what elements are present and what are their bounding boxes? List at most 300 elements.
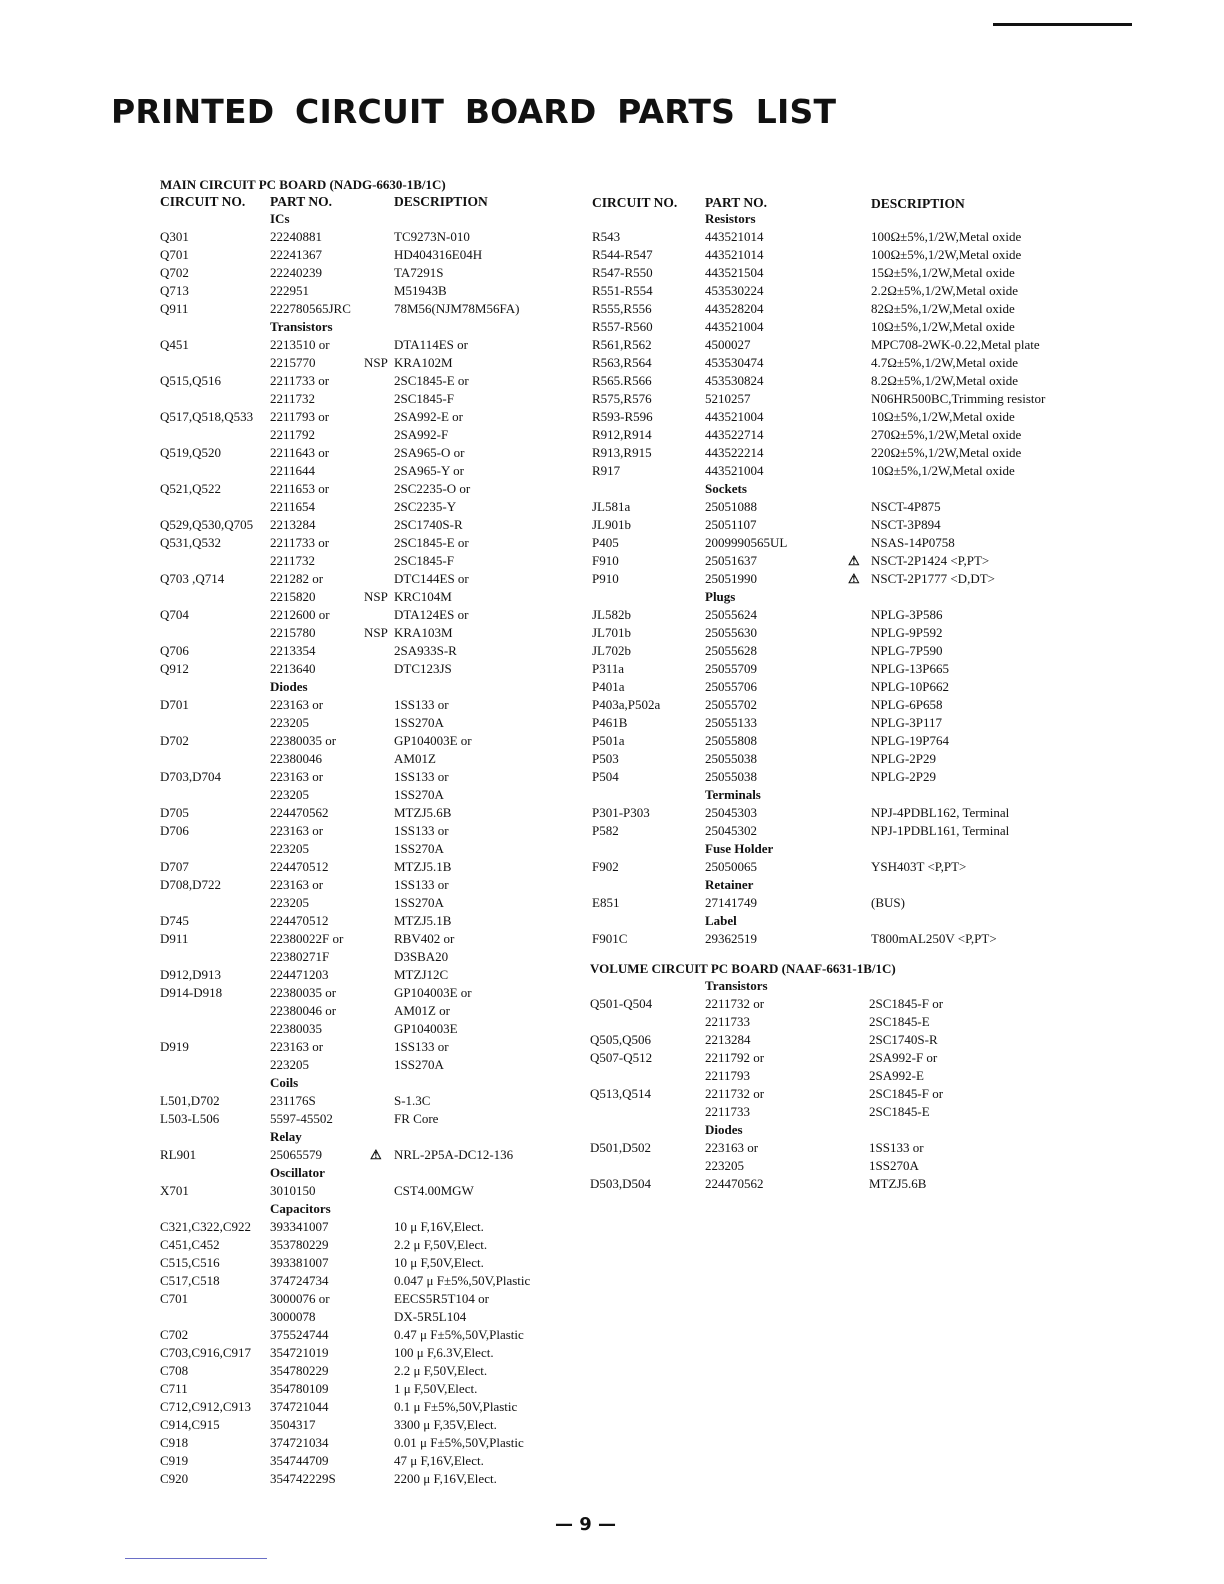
circuit-no: Q451 <box>160 337 189 352</box>
description: 2SA992-F or <box>869 1050 938 1065</box>
part-row <box>592 282 1072 300</box>
part-no: 222780565JRC <box>270 301 351 316</box>
left-header-description: DESCRIPTION <box>394 194 488 209</box>
part-row <box>160 750 580 768</box>
circuit-no: RL901 <box>160 1147 197 1162</box>
part-no: 22380022F or <box>270 931 344 946</box>
part-row <box>592 696 1072 714</box>
part-no: 223163 or <box>270 769 324 784</box>
part-row <box>160 462 580 480</box>
description: 1SS133 or <box>869 1140 924 1155</box>
part-row <box>160 1434 580 1452</box>
part-row <box>160 1038 580 1056</box>
part-no: 2215820 <box>270 589 316 604</box>
part-row <box>160 840 580 858</box>
group-heading: Transistors <box>270 319 333 334</box>
part-no: 25055630 <box>705 625 757 640</box>
circuit-no: C703,C916,C917 <box>160 1345 252 1360</box>
circuit-no: L503-L506 <box>160 1111 220 1126</box>
group-heading: Coils <box>270 1075 299 1090</box>
part-row <box>160 1182 580 1200</box>
part-no: 223205 <box>270 715 309 730</box>
part-row <box>160 408 580 426</box>
description: NPLG-6P658 <box>871 697 943 712</box>
circuit-no: JL581a <box>592 499 631 514</box>
group-heading: Retainer <box>705 877 754 892</box>
part-no: 5597-45502 <box>270 1111 333 1126</box>
part-row <box>592 336 1072 354</box>
part-row <box>160 498 580 516</box>
description: NPLG-2P29 <box>871 769 937 784</box>
group-heading: Capacitors <box>270 1201 331 1216</box>
circuit-no: C515,C516 <box>160 1255 220 1270</box>
description: 1SS270A <box>869 1158 919 1173</box>
nsp-mark: NSP <box>364 625 388 640</box>
part-no: 25051088 <box>705 499 757 514</box>
circuit-no: Q521,Q522 <box>160 481 222 496</box>
part-no: 443522214 <box>705 445 764 460</box>
circuit-no: C920 <box>160 1471 189 1486</box>
description: GP104003E <box>394 1021 458 1036</box>
circuit-no: P405 <box>592 535 619 550</box>
description: T800mAL250V <P,PT> <box>871 931 997 946</box>
part-no: 25055702 <box>705 697 757 712</box>
part-row <box>160 372 580 390</box>
part-no: 393341007 <box>270 1219 329 1234</box>
part-row <box>160 966 580 984</box>
part-no: 2213284 <box>270 517 316 532</box>
part-row <box>160 876 580 894</box>
part-no: 22241367 <box>270 247 322 262</box>
circuit-no: P504 <box>592 769 619 784</box>
part-row <box>592 246 1072 264</box>
page-number: — 9 — <box>555 1514 617 1535</box>
part-no: 2211792 <box>270 427 316 442</box>
description: TC9273N-010 <box>394 229 470 244</box>
circuit-no: Q505,Q506 <box>590 1032 652 1047</box>
description: KRA103M <box>394 625 453 640</box>
circuit-no: D912,D913 <box>160 967 222 982</box>
part-no: 3504317 <box>270 1417 316 1432</box>
description: GP104003E or <box>394 985 472 1000</box>
part-row <box>160 1056 580 1074</box>
description: 270Ω±5%,1/2W,Metal oxide <box>871 427 1022 442</box>
description: MTZJ5.6B <box>394 805 452 820</box>
part-no: 443521014 <box>705 247 764 262</box>
part-no: 2213640 <box>270 661 316 676</box>
description: DTC144ES or <box>394 571 469 586</box>
part-no: 2211793 <box>705 1068 751 1083</box>
part-no: 2009990565UL <box>705 535 788 550</box>
group-heading: Label <box>705 913 737 928</box>
part-row <box>160 354 580 372</box>
part-no: 2211654 <box>270 499 316 514</box>
description: 2SC2235-Y <box>394 499 457 514</box>
description: 2SC1845-E <box>869 1104 930 1119</box>
group-heading: Diodes <box>270 679 308 694</box>
part-row <box>590 1031 1070 1049</box>
description: 1SS133 or <box>394 823 449 838</box>
part-no: 224470562 <box>270 805 329 820</box>
part-no: 2211733 or <box>270 535 330 550</box>
circuit-no: R544-R547 <box>592 247 653 262</box>
circuit-no: D703,D704 <box>160 769 222 784</box>
description: 220Ω±5%,1/2W,Metal oxide <box>871 445 1022 460</box>
description: MPC708-2WK-0.22,Metal plate <box>871 337 1040 352</box>
description: NPLG-13P665 <box>871 661 950 676</box>
circuit-no: P910 <box>592 571 619 586</box>
page-title: PRINTED CIRCUIT BOARD PARTS LIST <box>111 92 837 131</box>
circuit-no: C321,C322,C922 <box>160 1219 252 1234</box>
circuit-no: C517,C518 <box>160 1273 220 1288</box>
description: DTC123JS <box>394 661 452 676</box>
description: FR Core <box>394 1111 439 1126</box>
part-row <box>160 1308 580 1326</box>
part-no: 2211732 <box>270 553 316 568</box>
part-no: 223205 <box>270 841 309 856</box>
description: (BUS) <box>871 895 905 910</box>
part-row <box>160 516 580 534</box>
group-heading: Resistors <box>705 211 756 226</box>
right-header-circuit: CIRCUIT NO. <box>592 195 678 210</box>
part-no: 231176S <box>270 1093 316 1108</box>
description: 10Ω±5%,1/2W,Metal oxide <box>871 409 1015 424</box>
part-no: 354721019 <box>270 1345 329 1360</box>
circuit-no: D701 <box>160 697 189 712</box>
circuit-no: D501,D502 <box>590 1140 652 1155</box>
part-no: 453530474 <box>705 355 764 370</box>
circuit-no: C701 <box>160 1291 189 1306</box>
part-no: 443521004 <box>705 409 764 424</box>
description: NSCT-4P875 <box>871 499 941 514</box>
part-row <box>590 1013 1070 1031</box>
circuit-no: R565.R566 <box>592 373 652 388</box>
part-no: 3010150 <box>270 1183 316 1198</box>
part-no: 353780229 <box>270 1237 329 1252</box>
part-row <box>160 948 580 966</box>
description: 10Ω±5%,1/2W,Metal oxide <box>871 463 1015 478</box>
part-no: 29362519 <box>705 931 757 946</box>
circuit-no: D708,D722 <box>160 877 222 892</box>
part-row <box>590 1103 1070 1121</box>
description: AM01Z <box>394 751 436 766</box>
circuit-no: P401a <box>592 679 625 694</box>
part-row <box>160 984 580 1002</box>
circuit-no: P503 <box>592 751 619 766</box>
description: AM01Z or <box>394 1003 450 1018</box>
part-row <box>592 642 1072 660</box>
description: 1SS270A <box>394 787 444 802</box>
part-no: 223163 or <box>270 823 324 838</box>
group-heading: Relay <box>270 1129 302 1144</box>
circuit-no: R547-R550 <box>592 265 653 280</box>
circuit-no: D702 <box>160 733 189 748</box>
part-no: 224470512 <box>270 913 329 928</box>
circuit-no: Q507-Q512 <box>590 1050 653 1065</box>
part-row <box>160 246 580 264</box>
part-row <box>160 822 580 840</box>
group-heading-row <box>590 1121 1070 1139</box>
part-no: 22380035 <box>270 1021 322 1036</box>
description: 1SS270A <box>394 841 444 856</box>
part-no: 25051990 <box>705 571 757 586</box>
circuit-no: Q713 <box>160 283 189 298</box>
part-row <box>160 894 580 912</box>
part-row <box>592 372 1072 390</box>
part-no: 25055706 <box>705 679 757 694</box>
part-row <box>592 516 1072 534</box>
description: N06HR500BC,Trimming resistor <box>871 391 1046 406</box>
description: DTA124ES or <box>394 607 469 622</box>
circuit-no: R563,R564 <box>592 355 652 370</box>
part-no: 25050065 <box>705 859 757 874</box>
part-row <box>160 1380 580 1398</box>
part-no: 443528204 <box>705 301 764 316</box>
part-row <box>160 930 580 948</box>
part-no: 223163 or <box>270 877 324 892</box>
part-row <box>160 1146 580 1164</box>
description: EECS5R5T104 or <box>394 1291 489 1306</box>
part-no: 22380035 or <box>270 985 337 1000</box>
circuit-no: P403a,P502a <box>592 697 661 712</box>
part-no: 354780229 <box>270 1363 329 1378</box>
circuit-no: D705 <box>160 805 189 820</box>
circuit-no: D914-D918 <box>160 985 223 1000</box>
description: 2SC1740S-R <box>394 517 463 532</box>
part-no: 453530224 <box>705 283 764 298</box>
part-row <box>160 1290 580 1308</box>
part-row <box>592 552 1072 570</box>
part-row <box>160 534 580 552</box>
part-no: 2211792 or <box>705 1050 765 1065</box>
part-no: 22380046 or <box>270 1003 337 1018</box>
description: 1SS270A <box>394 715 444 730</box>
description: 1SS270A <box>394 1057 444 1072</box>
part-no: 3000076 or <box>270 1291 330 1306</box>
circuit-no: C451,C452 <box>160 1237 220 1252</box>
group-heading-row <box>160 1128 580 1146</box>
part-row <box>160 1020 580 1038</box>
part-no: 4500027 <box>705 337 751 352</box>
part-no: 224471203 <box>270 967 329 982</box>
part-row <box>160 426 580 444</box>
safety-warning-icon: ⚠ <box>370 1147 382 1162</box>
group-heading-row <box>592 912 1072 930</box>
part-row <box>592 714 1072 732</box>
right-header-part: PART NO. <box>705 195 768 210</box>
description: S-1.3C <box>394 1093 431 1108</box>
description: 0.01 μ F±5%,50V,Plastic <box>394 1435 524 1450</box>
part-no: 374724734 <box>270 1273 329 1288</box>
description: TA7291S <box>394 265 444 280</box>
description: 1SS133 or <box>394 1039 449 1054</box>
description: DX-5R5L104 <box>394 1309 467 1324</box>
part-no: 2215770 <box>270 355 316 370</box>
description: 2.2 μ F,50V,Elect. <box>394 1363 488 1378</box>
description: NPJ-1PDBL161, Terminal <box>871 823 1010 838</box>
part-row <box>592 498 1072 516</box>
part-no: 25055038 <box>705 751 757 766</box>
group-heading-row <box>590 977 1070 995</box>
part-row <box>160 1092 580 1110</box>
circuit-no: C702 <box>160 1327 189 1342</box>
group-heading: Transistors <box>705 978 768 993</box>
description: YSH403T <P,PT> <box>871 859 967 874</box>
part-no: 25051637 <box>705 553 757 568</box>
description: 0.1 μ F±5%,50V,Plastic <box>394 1399 518 1414</box>
part-no: 222951 <box>270 283 309 298</box>
description: 2SC1845-E or <box>394 373 469 388</box>
part-row <box>160 480 580 498</box>
volume-board-list <box>590 977 1070 1193</box>
part-row <box>592 228 1072 246</box>
description: 1 μ F,50V,Elect. <box>394 1381 478 1396</box>
part-row <box>160 732 580 750</box>
circuit-no: Q301 <box>160 229 189 244</box>
circuit-no: Q702 <box>160 265 189 280</box>
part-no: 223163 or <box>270 1039 324 1054</box>
description: CST4.00MGW <box>394 1183 474 1198</box>
description: NPLG-7P590 <box>871 643 943 658</box>
group-heading-row <box>592 876 1072 894</box>
description: 1SS133 or <box>394 877 449 892</box>
circuit-no: F910 <box>592 553 619 568</box>
part-no: 27141749 <box>705 895 757 910</box>
description: 2SC1845-E <box>869 1014 930 1029</box>
description: 2SA933S-R <box>394 643 457 658</box>
circuit-no: JL582b <box>592 607 631 622</box>
description: 10Ω±5%,1/2W,Metal oxide <box>871 319 1015 334</box>
part-row <box>160 1470 580 1488</box>
part-no: 223163 or <box>270 697 324 712</box>
group-heading: Sockets <box>705 481 747 496</box>
description: 3300 μ F,35V,Elect. <box>394 1417 497 1432</box>
part-row <box>590 1049 1070 1067</box>
group-heading-row <box>592 210 1072 228</box>
circuit-no: JL701b <box>592 625 631 640</box>
left-header-circuit: CIRCUIT NO. <box>160 194 246 209</box>
circuit-no: Q519,Q520 <box>160 445 222 460</box>
part-no: 453530824 <box>705 373 764 388</box>
circuit-no: JL901b <box>592 517 631 532</box>
part-row <box>592 426 1072 444</box>
part-row <box>160 696 580 714</box>
group-heading-row <box>160 210 580 228</box>
circuit-no: Q704 <box>160 607 189 622</box>
part-row <box>160 660 580 678</box>
circuit-no: D707 <box>160 859 189 874</box>
part-row <box>160 1110 580 1128</box>
part-no: 22240881 <box>270 229 322 244</box>
part-row <box>160 786 580 804</box>
part-no: 2212600 or <box>270 607 330 622</box>
main-board-heading: MAIN CIRCUIT PC BOARD (NADG-6630-1B/1C) <box>160 177 446 192</box>
circuit-no: D706 <box>160 823 189 838</box>
part-row <box>160 1002 580 1020</box>
part-no: 223205 <box>270 1057 309 1072</box>
part-row <box>592 534 1072 552</box>
part-row <box>160 642 580 660</box>
description: NPJ-4PDBL162, Terminal <box>871 805 1010 820</box>
description: GP104003E or <box>394 733 472 748</box>
part-row <box>592 858 1072 876</box>
part-row <box>160 300 580 318</box>
part-row <box>160 1398 580 1416</box>
part-row <box>592 606 1072 624</box>
description: 1SS133 or <box>394 769 449 784</box>
circuit-no: Q911 <box>160 301 189 316</box>
circuit-no: D911 <box>160 931 189 946</box>
group-heading: Diodes <box>705 1122 743 1137</box>
part-row <box>160 264 580 282</box>
part-row <box>590 1139 1070 1157</box>
circuit-no: P311a <box>592 661 625 676</box>
part-row <box>160 1326 580 1344</box>
circuit-no: E851 <box>592 895 620 910</box>
description: NPLG-9P592 <box>871 625 943 640</box>
part-no: 2211733 or <box>270 373 330 388</box>
part-row <box>592 408 1072 426</box>
description: NSAS-14P0758 <box>871 535 955 550</box>
part-row <box>592 822 1072 840</box>
circuit-no: R575,R576 <box>592 391 652 406</box>
part-row <box>160 282 580 300</box>
description: M51943B <box>394 283 447 298</box>
part-no: 354744709 <box>270 1453 329 1468</box>
circuit-no: C712,C912,C913 <box>160 1399 252 1414</box>
circuit-no: R551-R554 <box>592 283 653 298</box>
nsp-mark: NSP <box>364 589 388 604</box>
part-row <box>590 1157 1070 1175</box>
part-no: 443521504 <box>705 265 764 280</box>
part-row <box>160 804 580 822</box>
circuit-no: R543 <box>592 229 621 244</box>
description: 2SC2235-O or <box>394 481 471 496</box>
part-no: 3000078 <box>270 1309 316 1324</box>
description: 2SA992-E <box>869 1068 924 1083</box>
part-row <box>160 552 580 570</box>
description: 0.47 μ F±5%,50V,Plastic <box>394 1327 524 1342</box>
part-row <box>592 660 1072 678</box>
description: 2SA992-E or <box>394 409 463 424</box>
part-no: 2211643 or <box>270 445 330 460</box>
part-row <box>160 1416 580 1434</box>
right-header-description: DESCRIPTION <box>871 196 965 211</box>
part-no: 25055133 <box>705 715 757 730</box>
part-row <box>160 570 580 588</box>
part-no: 25045302 <box>705 823 757 838</box>
description: 2SA965-Y or <box>394 463 464 478</box>
part-row <box>160 714 580 732</box>
part-no: 5210257 <box>705 391 751 406</box>
circuit-no: C919 <box>160 1453 189 1468</box>
circuit-no: Q703 ,Q714 <box>160 571 225 586</box>
description: NPLG-2P29 <box>871 751 937 766</box>
part-row <box>160 624 580 642</box>
description: 2SC1845-F or <box>869 1086 944 1101</box>
part-row <box>160 228 580 246</box>
description: RBV402 or <box>394 931 455 946</box>
group-heading: Terminals <box>705 787 761 802</box>
group-heading-row <box>160 678 580 696</box>
circuit-no: P501a <box>592 733 625 748</box>
circuit-no: D919 <box>160 1039 189 1054</box>
main-board-right-list <box>592 210 1072 948</box>
circuit-no: Q515,Q516 <box>160 373 222 388</box>
description: NPLG-19P764 <box>871 733 950 748</box>
part-no: 374721034 <box>270 1435 329 1450</box>
description: 15Ω±5%,1/2W,Metal oxide <box>871 265 1015 280</box>
